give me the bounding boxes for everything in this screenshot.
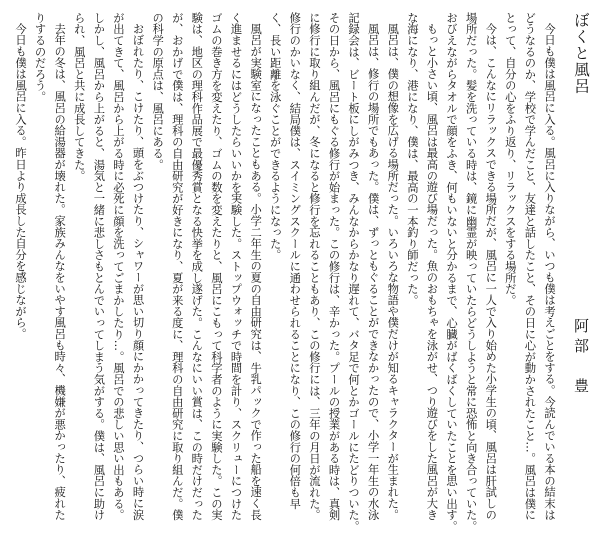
paragraph-6	[148, 12, 266, 540]
paragraph-7	[69, 12, 147, 540]
paragraph-1	[500, 12, 559, 540]
paragraph-5	[265, 12, 383, 540]
text-line: の科学の原点は、風呂にある。	[151, 12, 165, 171]
text-line: 今は、こんなにリラックスできる場所だが、風呂に一人で入り始めた小学生の頃、風呂は肝試しの	[484, 23, 498, 521]
text-line: 去年の冬は、風呂の給湯器が壊れた。家族みんなをいやす風呂も時々、機嫌が悪かったり、疲れた	[53, 23, 67, 521]
text-line: 場所だった。髪を洗っている時は、鏡に幽霊が映っていたらどうしようと常に恐怖と向き合っていた。	[464, 12, 478, 532]
title-column	[565, 12, 597, 540]
text-line: く進ませるにはどうしたらいいかを実験した。ストップウォッチで時間を計り、スクリューにつけた	[229, 12, 243, 521]
text-line: 験は、地区の理科作品展で最優秀賞となる快挙を成し遂げた。こんなにいい賞は、この時だけだった	[190, 12, 204, 521]
author-name: 阿部 豊	[572, 318, 590, 398]
text-line: 風呂は、僕の想像を広げる場所だった。いろいろな物語や僕だけが知るキャラクターが生まれた。	[386, 23, 400, 521]
text-line: おびえながらタオルで顔をふき、何もいないと分かるまで、心臓がばくばくしていたことを思い出す。	[445, 12, 459, 532]
text-line: に修行に取り組んだが、冬になると修行を忘れることもあり、この修行には、三年の月日が流れた。	[307, 12, 321, 521]
text-line: 修行のかいなく、結局僕は、スイミングスクールに通わせられることになり、この修行の何倍も早	[288, 12, 302, 510]
text-line: 記録会は、ビート板にしがみつき、みんなからかなり遅れて、バタ足で何とかゴールにたどりついた。	[347, 12, 361, 532]
text-line: 今日も僕は風呂に入る。風呂に入りながら、いつも僕は考えごとをする。今読んでいる本の結末は	[543, 23, 556, 521]
paragraph-2	[441, 12, 500, 540]
text-line: おぼれたり、こけたり、頭をぶつけたり、シャワーが思い切り顔にかかってきたり、つらい時に涙	[131, 23, 145, 521]
text-line: とって、自分の心をふり返り、リラックスをする場所だ。	[503, 12, 517, 306]
text-line: どうなるのか、学校で学んだこと、友達と話したこと、その日に心が動かされたこと…。風呂は僕に	[523, 12, 537, 521]
text-line: 風呂が実験室になったこともある。小学二年生の夏の自由研究は、牛乳パックで作った船を速く長	[249, 23, 263, 521]
essay-title: ぼくと風呂	[572, 12, 590, 95]
paragraph-3	[402, 12, 441, 540]
text-line: が出てきて、風呂から上がる時に必死に顔を洗ってごまかしたり…。風呂での悲しい思い出もある。	[111, 12, 125, 521]
text-line: りするのだろう。	[33, 12, 47, 103]
paragraph-8	[30, 12, 69, 540]
vertical-text-body	[10, 12, 597, 540]
text-line: 今日も僕は風呂に入る。昨日より成長した自分を感じながら。	[13, 23, 27, 340]
paragraph-9	[10, 12, 30, 540]
text-line: 風呂は、修行の場所でもあった。僕は、ずっともぐることができなかったので、小学一年生の水泳	[366, 23, 380, 521]
text-line: な海になり、港になり、僕は、最高の一本釣り師だった。	[405, 12, 419, 306]
text-line: ゴムの巻き方を変えたり、ゴムの数を変えたりと、風呂にこもって科学者のように実験した。この実	[209, 12, 223, 521]
text-line: が、おかげで僕は、理科の自由研究が好きになり、夏が来る度に、理科の自由研究に取り組んだ。僕	[170, 12, 184, 521]
paragraph-4	[383, 12, 403, 540]
text-line: しかし、風呂から上がると、湯気と一緒に悲しさもとんでいってしまう気がする。僕は、風呂に助け	[92, 12, 106, 521]
text-line: られ、風呂と共に成長してきた。	[72, 12, 86, 182]
text-line: く、長い距離を泳ぐことができるようになった。	[268, 12, 282, 261]
text-line: もっと小さい頃、風呂は最高の遊び場だった。魚のおもちゃを泳がせ、つり遊びをした風呂が大き	[425, 23, 439, 521]
text-line: その日から、風呂にもぐる修行が始まった。この修行は、辛かった。プールの授業がある時は、真剣	[327, 12, 341, 521]
